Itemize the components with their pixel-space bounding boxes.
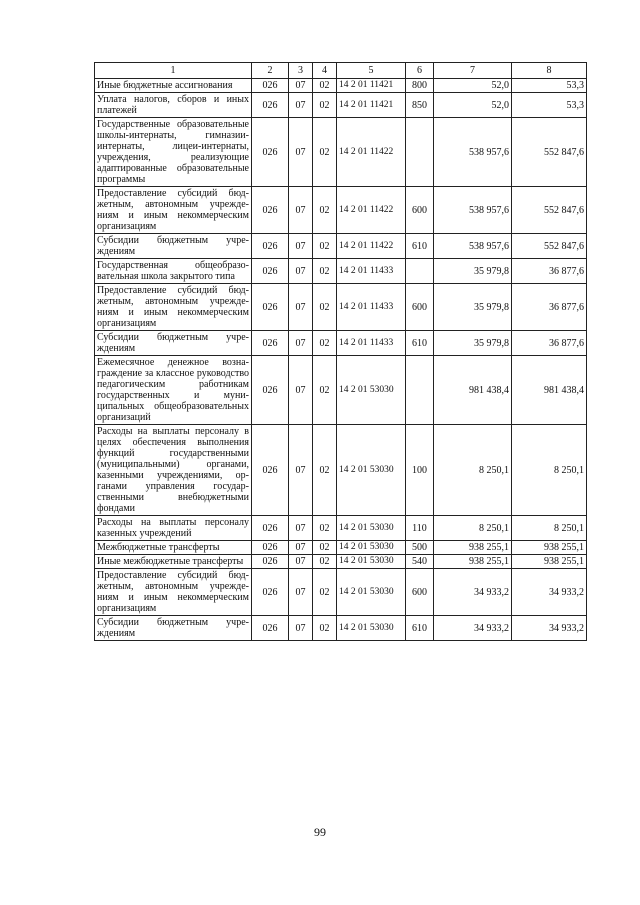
- expense-type-cell: 500: [406, 541, 434, 555]
- target-article-cell: 14 2 01 53030: [337, 616, 406, 641]
- section-code-cell: 07: [289, 234, 313, 259]
- expense-name-cell: Государственные образовательные школы-интернаты, гимназии-интернаты, лицеи-интернаты, учреждения, реализующие адаптированные образовательные программы: [95, 118, 252, 187]
- subsection-code-cell: 02: [313, 516, 337, 541]
- section-code-cell: 07: [289, 331, 313, 356]
- amount-year1-cell: 34 933,2: [434, 569, 512, 616]
- table-row: [95, 331, 587, 356]
- expense-type-cell: 610: [406, 331, 434, 356]
- expense-name-cell: Государственная общеобразовательная школа закрытого типа: [95, 259, 252, 284]
- expense-type-cell: 600: [406, 187, 434, 234]
- section-code-cell: 07: [289, 569, 313, 616]
- table-row: [95, 284, 587, 331]
- amount-year2-cell: 36 877,6: [512, 331, 587, 356]
- table-row: [95, 259, 587, 284]
- section-code-cell: 07: [289, 93, 313, 118]
- header-cell: 4: [313, 63, 337, 79]
- expense-name-cell: Предоставление субсидий бюджетным, автономным учреждениям и иным некоммерческим организациям: [95, 187, 252, 234]
- ministry-code-cell: 026: [252, 569, 289, 616]
- table-row: [95, 187, 587, 234]
- target-article-cell: 14 2 01 11422: [337, 234, 406, 259]
- subsection-code-cell: 02: [313, 118, 337, 187]
- expense-type-cell: 600: [406, 284, 434, 331]
- expense-type-cell: 600: [406, 569, 434, 616]
- expense-type-cell: 110: [406, 516, 434, 541]
- expense-name-cell: Расходы на выплаты персоналу в целях обеспечения выполнения функций государственными (муниципальными) органами, казенными учреждениями, органами управления государственными внебюджетными фондами: [95, 425, 252, 516]
- amount-year1-cell: 981 438,4: [434, 356, 512, 425]
- ministry-code-cell: 026: [252, 541, 289, 555]
- header-cell: 8: [512, 63, 587, 79]
- expense-name-cell: Субсидии бюджетным учреждениям: [95, 234, 252, 259]
- subsection-code-cell: 02: [313, 284, 337, 331]
- expense-name-cell: Ежемесячное денежное вознаграждение за классное руководство педагогическим работникам государственных и муниципальных общеобразовательных организаций: [95, 356, 252, 425]
- amount-year2-cell: 8 250,1: [512, 516, 587, 541]
- section-code-cell: 07: [289, 555, 313, 569]
- amount-year2-cell: 34 933,2: [512, 616, 587, 641]
- target-article-cell: 14 2 01 11421: [337, 93, 406, 118]
- section-code-cell: 07: [289, 541, 313, 555]
- header-row: [95, 63, 587, 79]
- amount-year1-cell: 35 979,8: [434, 284, 512, 331]
- expense-type-cell: 610: [406, 234, 434, 259]
- target-article-cell: 14 2 01 53030: [337, 555, 406, 569]
- section-code-cell: 07: [289, 259, 313, 284]
- table-row: [95, 541, 587, 555]
- amount-year1-cell: 538 957,6: [434, 234, 512, 259]
- expense-name-cell: Субсидии бюджетным учреждениям: [95, 616, 252, 641]
- table-row: [95, 425, 587, 516]
- expense-type-cell: [406, 259, 434, 284]
- header-cell: 5: [337, 63, 406, 79]
- table-row: [95, 93, 587, 118]
- subsection-code-cell: 02: [313, 541, 337, 555]
- header-cell: 7: [434, 63, 512, 79]
- header-cell: 1: [95, 63, 252, 79]
- table-row: [95, 118, 587, 187]
- table-row: [95, 79, 587, 93]
- ministry-code-cell: 026: [252, 234, 289, 259]
- ministry-code-cell: 026: [252, 616, 289, 641]
- header-cell: 3: [289, 63, 313, 79]
- amount-year2-cell: 36 877,6: [512, 284, 587, 331]
- header-cell: 2: [252, 63, 289, 79]
- subsection-code-cell: 02: [313, 93, 337, 118]
- amount-year1-cell: 52,0: [434, 79, 512, 93]
- expense-name-cell: Предоставление субсидий бюджетным, автономным учреждениям и иным некоммерческим организациям: [95, 284, 252, 331]
- target-article-cell: 14 2 01 53030: [337, 425, 406, 516]
- target-article-cell: 14 2 01 53030: [337, 516, 406, 541]
- table-row: [95, 234, 587, 259]
- table-row: [95, 569, 587, 616]
- section-code-cell: 07: [289, 187, 313, 234]
- table-row: [95, 516, 587, 541]
- amount-year1-cell: 35 979,8: [434, 259, 512, 284]
- amount-year2-cell: 34 933,2: [512, 569, 587, 616]
- table-body: [95, 79, 587, 641]
- ministry-code-cell: 026: [252, 187, 289, 234]
- ministry-code-cell: 026: [252, 284, 289, 331]
- ministry-code-cell: 026: [252, 79, 289, 93]
- section-code-cell: 07: [289, 79, 313, 93]
- amount-year1-cell: 538 957,6: [434, 118, 512, 187]
- expense-type-cell: [406, 118, 434, 187]
- amount-year2-cell: 552 847,6: [512, 118, 587, 187]
- amount-year1-cell: 34 933,2: [434, 616, 512, 641]
- expense-type-cell: 610: [406, 616, 434, 641]
- page-number: 99: [314, 825, 326, 839]
- amount-year1-cell: 8 250,1: [434, 425, 512, 516]
- subsection-code-cell: 02: [313, 79, 337, 93]
- table-row: [95, 616, 587, 641]
- ministry-code-cell: 026: [252, 555, 289, 569]
- ministry-code-cell: 026: [252, 259, 289, 284]
- ministry-code-cell: 026: [252, 331, 289, 356]
- target-article-cell: 14 2 01 11422: [337, 187, 406, 234]
- header-cell: 6: [406, 63, 434, 79]
- subsection-code-cell: 02: [313, 356, 337, 425]
- expense-name-cell: Иные бюджетные ассигнования: [95, 79, 252, 93]
- subsection-code-cell: 02: [313, 234, 337, 259]
- target-article-cell: 14 2 01 11433: [337, 259, 406, 284]
- amount-year2-cell: 938 255,1: [512, 555, 587, 569]
- target-article-cell: 14 2 01 53030: [337, 541, 406, 555]
- budget-table: [94, 62, 587, 641]
- subsection-code-cell: 02: [313, 425, 337, 516]
- target-article-cell: 14 2 01 53030: [337, 356, 406, 425]
- amount-year2-cell: 53,3: [512, 93, 587, 118]
- section-code-cell: 07: [289, 356, 313, 425]
- expense-name-cell: Иные межбюджетные трансферты: [95, 555, 252, 569]
- table-row: [95, 356, 587, 425]
- section-code-cell: 07: [289, 284, 313, 331]
- ministry-code-cell: 026: [252, 118, 289, 187]
- amount-year1-cell: 8 250,1: [434, 516, 512, 541]
- expense-name-cell: Расходы на выплаты персоналу казенных учреждений: [95, 516, 252, 541]
- amount-year1-cell: 538 957,6: [434, 187, 512, 234]
- amount-year2-cell: 552 847,6: [512, 234, 587, 259]
- amount-year1-cell: 938 255,1: [434, 541, 512, 555]
- amount-year1-cell: 35 979,8: [434, 331, 512, 356]
- section-code-cell: 07: [289, 516, 313, 541]
- section-code-cell: 07: [289, 118, 313, 187]
- subsection-code-cell: 02: [313, 331, 337, 356]
- section-code-cell: 07: [289, 425, 313, 516]
- expense-name-cell: Межбюджетные трансферты: [95, 541, 252, 555]
- target-article-cell: 14 2 01 11433: [337, 284, 406, 331]
- expense-type-cell: 800: [406, 79, 434, 93]
- expense-type-cell: [406, 356, 434, 425]
- ministry-code-cell: 026: [252, 516, 289, 541]
- subsection-code-cell: 02: [313, 555, 337, 569]
- amount-year1-cell: 938 255,1: [434, 555, 512, 569]
- subsection-code-cell: 02: [313, 187, 337, 234]
- subsection-code-cell: 02: [313, 569, 337, 616]
- expense-name-cell: Субсидии бюджетным учреждениям: [95, 331, 252, 356]
- amount-year2-cell: 981 438,4: [512, 356, 587, 425]
- target-article-cell: 14 2 01 53030: [337, 569, 406, 616]
- expense-type-cell: 100: [406, 425, 434, 516]
- target-article-cell: 14 2 01 11421: [337, 79, 406, 93]
- target-article-cell: 14 2 01 11422: [337, 118, 406, 187]
- amount-year2-cell: 938 255,1: [512, 541, 587, 555]
- target-article-cell: 14 2 01 11433: [337, 331, 406, 356]
- ministry-code-cell: 026: [252, 425, 289, 516]
- section-code-cell: 07: [289, 616, 313, 641]
- amount-year2-cell: 36 877,6: [512, 259, 587, 284]
- expense-name-cell: Предоставление субсидий бюджетным, автономным учреждениям и иным некоммерческим организациям: [95, 569, 252, 616]
- expense-name-cell: Уплата налогов, сборов и иных платежей: [95, 93, 252, 118]
- amount-year2-cell: 53,3: [512, 79, 587, 93]
- subsection-code-cell: 02: [313, 616, 337, 641]
- amount-year2-cell: 8 250,1: [512, 425, 587, 516]
- ministry-code-cell: 026: [252, 93, 289, 118]
- expense-type-cell: 540: [406, 555, 434, 569]
- amount-year2-cell: 552 847,6: [512, 187, 587, 234]
- ministry-code-cell: 026: [252, 356, 289, 425]
- amount-year1-cell: 52,0: [434, 93, 512, 118]
- table-row: [95, 555, 587, 569]
- subsection-code-cell: 02: [313, 259, 337, 284]
- expense-type-cell: 850: [406, 93, 434, 118]
